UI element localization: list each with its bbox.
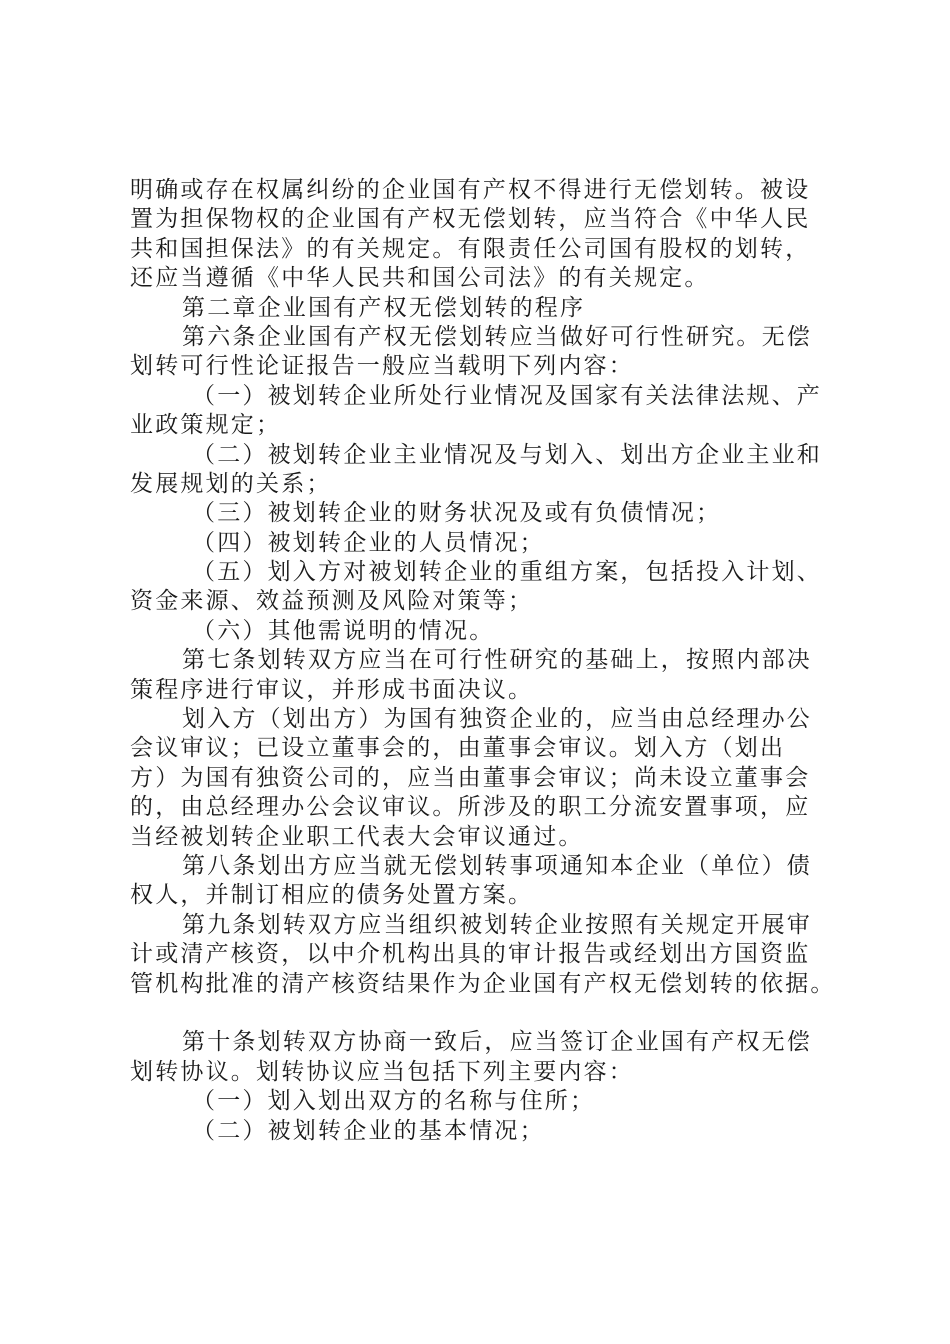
list-item: （五）划入方对被划转企业的重组方案，包括投入计划、 — [192, 559, 822, 586]
text-line: 还应当遵循《中华人民共和国公司法》的有关规定。 — [130, 265, 710, 292]
list-item: （二）被划转企业主业情况及与划入、划出方企业主业和 — [192, 441, 822, 468]
list-item: （六）其他需说明的情况。 — [192, 617, 495, 644]
paragraph-gap — [130, 999, 850, 1028]
text-line: 共和国担保法》的有关规定。有限责任公司国有股权的划转， — [130, 235, 811, 262]
list-item: （二）被划转企业的基本情况； — [192, 1117, 545, 1144]
list-item: （四）被划转企业的人员情况； — [192, 529, 545, 556]
text-line: 业政策规定； — [130, 412, 282, 439]
text-line: 发展规划的关系； — [130, 470, 332, 497]
text-line: 第七条划转双方应当在可行性研究的基础上，按照内部决 — [182, 647, 812, 674]
chapter-heading: 第二章企业国有产权无偿划转的程序 — [182, 294, 586, 321]
text-line: 方）为国有独资公司的，应当由董事会审议；尚未设立董事会 — [130, 764, 811, 791]
text-line: 第六条企业国有产权无偿划转应当做好可行性研究。无偿 — [182, 323, 812, 350]
text-line: 策程序进行审议，并形成书面决议。 — [130, 676, 534, 703]
text-line: 置为担保物权的企业国有产权无偿划转，应当符合《中华人民 — [130, 206, 811, 233]
text-line: 计或清产核资，以中介机构出具的审计报告或经划出方国资监 — [130, 941, 811, 968]
text-line: 会议审议；已设立董事会的，由董事会审议。划入方（划出 — [130, 735, 786, 762]
text-line: 的，由总经理办公会议审议。所涉及的职工分流安置事项，应 — [130, 794, 811, 821]
text-line: 第九条划转双方应当组织被划转企业按照有关规定开展审 — [182, 911, 812, 938]
text-line: 权人，并制订相应的债务处置方案。 — [130, 882, 534, 909]
list-item: （一）划入划出双方的名称与住所； — [192, 1088, 596, 1115]
text-line: 第十条划转双方协商一致后，应当签订企业国有产权无偿 — [182, 1029, 812, 1056]
list-item: （三）被划转企业的财务状况及或有负债情况； — [192, 500, 722, 527]
document-body — [130, 176, 850, 1146]
text-line: 划入方（划出方）为国有独资企业的，应当由总经理办公 — [182, 706, 812, 733]
text-line: 当经被划转企业职工代表大会审议通过。 — [130, 823, 584, 850]
text-line: 划转可行性论证报告一般应当载明下列内容： — [130, 353, 634, 380]
text-line: 明确或存在权属纠纷的企业国有产权不得进行无偿划转。被设 — [130, 177, 811, 203]
text-line: 第八条划出方应当就无偿划转事项通知本企业（单位）债 — [182, 852, 812, 879]
text-line: 管机构批准的清产核资结果作为企业国有产权无偿划转的依据。 — [130, 970, 836, 997]
list-item: （一）被划转企业所处行业情况及国家有关法律法规、产 — [192, 382, 822, 409]
text-line: 划转协议。划转协议应当包括下列主要内容： — [130, 1058, 634, 1085]
text-line: 资金来源、效益预测及风险对策等； — [130, 588, 534, 615]
